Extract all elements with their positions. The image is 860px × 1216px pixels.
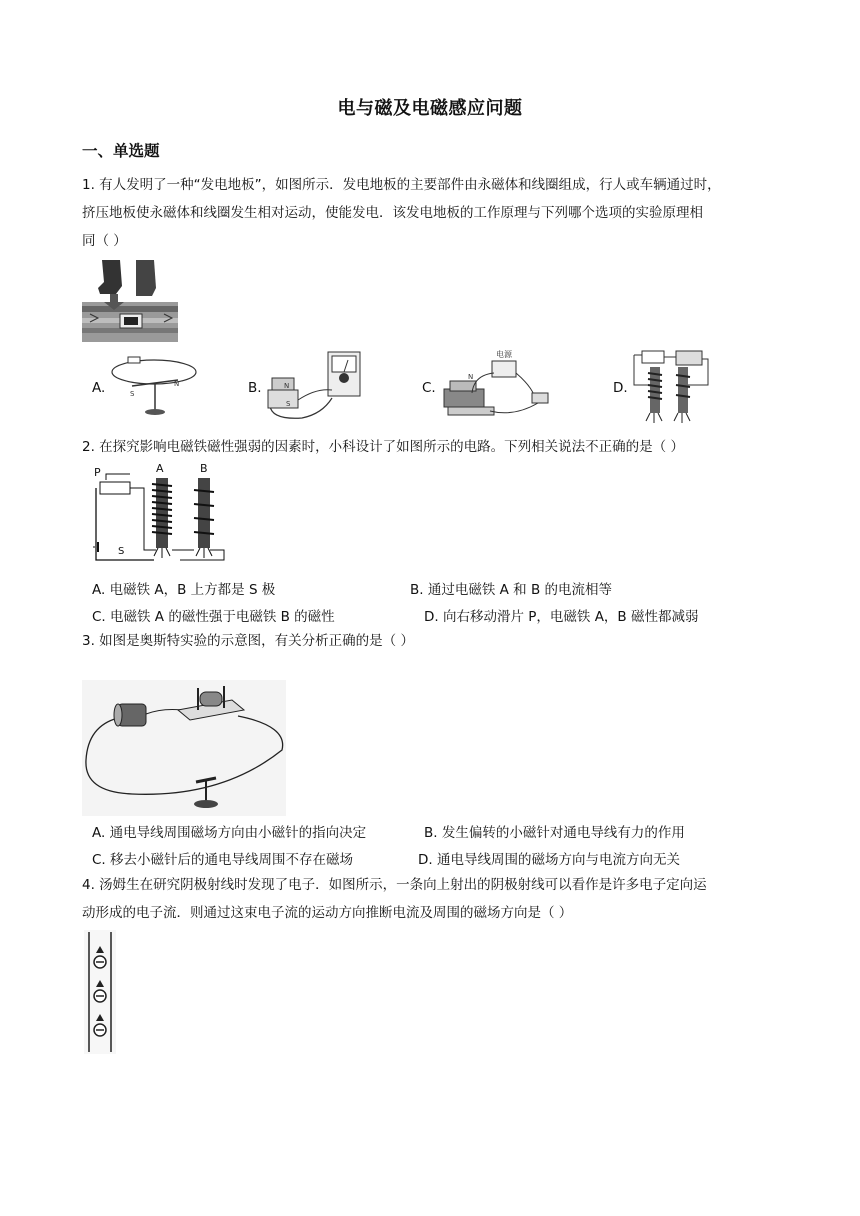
q4-stem-line-2: 动形成的电子流．则通过这束电子流的运动方向推断电流及周围的磁场方向是（ ） xyxy=(82,905,573,921)
q4-electron-beam-figure xyxy=(84,930,116,1054)
q1-option-a-figure xyxy=(108,352,200,422)
q2-option-c: C. 电磁铁 A 的磁性强于电磁铁 B 的磁性 xyxy=(92,609,335,625)
q3-option-c: C. 移去小磁针后的通电导线周围不存在磁场 xyxy=(92,852,354,868)
q1-option-a-label: A. xyxy=(92,380,106,396)
svg-text:S: S xyxy=(286,400,291,408)
q1-option-c-figure xyxy=(434,345,556,425)
q4-stem-line-1: 4. 汤姆生在研究阴极射线时发现了电子．如图所示，一条向上射出的阴极射线可以看作是许多电子定向运 xyxy=(82,877,707,893)
svg-text:N: N xyxy=(468,373,474,381)
q2-slider-label: P xyxy=(94,466,101,479)
q2-switch-label: S xyxy=(118,546,125,557)
q2-option-d: D. 向右移动滑片 P，电磁铁 A，B 磁性都减弱 xyxy=(424,609,699,625)
q2-option-a: A. 电磁铁 A，B 上方都是 S 极 xyxy=(92,582,276,598)
svg-text:N: N xyxy=(284,382,290,390)
q1-option-c-label: C. xyxy=(422,380,436,396)
q1-generator-floor-figure xyxy=(82,258,178,344)
q2-electromagnet-b-label: B xyxy=(200,462,208,475)
q1-option-d-figure xyxy=(628,345,712,427)
q2-electromagnet-a-label: A xyxy=(156,462,164,475)
q1-option-b-label: B. xyxy=(248,380,262,396)
svg-text:S: S xyxy=(130,390,135,398)
section-heading: 一、单选题 xyxy=(82,142,160,160)
q3-oersted-figure xyxy=(82,680,286,816)
q3-option-a: A. 通电导线周围磁场方向由小磁针的指向决定 xyxy=(92,825,367,841)
page-title: 电与磁及电磁感应问题 xyxy=(337,98,523,119)
q1-stem-line-3: 同（ ） xyxy=(82,233,127,249)
q2-stem: 2. 在探究影响电磁铁磁性强弱的因素时，小科设计了如图所示的电路。下列相关说法不正确的是（ ） xyxy=(82,439,684,455)
q3-option-b: B. 发生偏转的小磁针对通电导线有力的作用 xyxy=(424,825,685,841)
svg-text:N: N xyxy=(174,380,180,388)
q1-option-d-label: D. xyxy=(613,380,628,396)
q1-option-c-power-label: 电源 xyxy=(496,350,512,359)
q3-option-d: D. 通电导线周围的磁场方向与电流方向无关 xyxy=(418,852,680,868)
q3-stem: 3. 如图是奥斯特实验的示意图，有关分析正确的是（ ） xyxy=(82,633,414,649)
q1-stem-line-1: 1. 有人发明了一种“发电地板”，如图所示．发电地板的主要部件由永磁体和线圈组成，行人或车辆通过时， xyxy=(82,177,721,193)
q1-option-b-figure xyxy=(262,348,366,422)
q1-stem-line-2: 挤压地板使永磁体和线圈发生相对运动，使能发电．该发电地板的工作原理与下列哪个选项的实验原理相 xyxy=(82,205,703,221)
q2-circuit-figure xyxy=(84,460,234,570)
q2-option-b: B. 通过电磁铁 A 和 B 的电流相等 xyxy=(410,582,613,598)
